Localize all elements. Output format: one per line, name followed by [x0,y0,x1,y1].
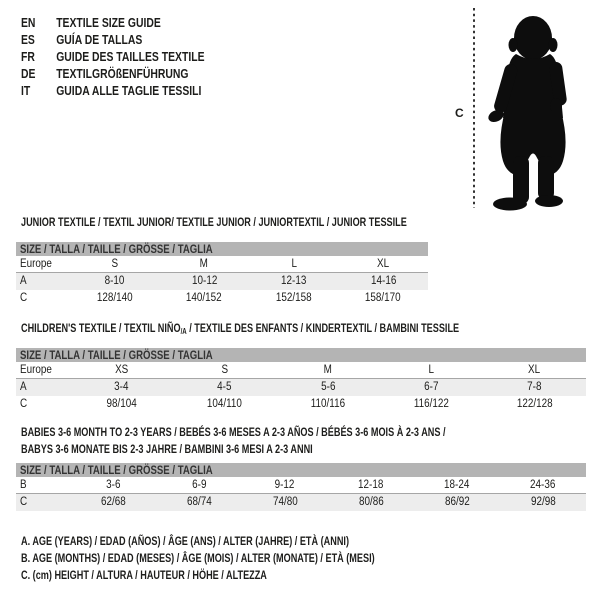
language-label: TEXTILE SIZE GUIDE [56,15,161,30]
table-cell: 3-4 [114,381,129,393]
table-cell: S [111,258,119,270]
table-cell: 24-36 [530,479,556,491]
table-cell: 74/80 [272,496,298,508]
row-label: B [20,479,27,491]
footnote-c: C. (cm) HEIGHT / ALTURA / HAUTEUR / HÖHE / ALTEZZA [21,568,267,582]
table-cell: 110/116 [310,398,346,410]
language-code: IT [21,83,31,98]
table-row [16,256,428,273]
table-title-babies-line1: BABIES 3-6 MONTH TO 2-3 YEARS / BEBÉS 3-6 MESES A 2-3 AÑOS / BÉBÉS 3-6 MOIS À 2-3 ANS / [21,425,446,439]
row-label: Europe [20,258,52,270]
table-cell: 8-10 [104,275,125,287]
table-cell: 18-24 [444,479,470,491]
table-row [16,379,586,396]
babies-size-table [16,463,586,511]
table-title-junior: JUNIOR TEXTILE / TEXTIL JUNIOR/ TEXTILE JUNIOR / JUNIORTEXTIL / JUNIOR TESSILE [21,215,407,229]
table-cell: L [428,364,434,376]
table-cell: M [200,258,209,270]
table-cell: 104/110 [207,398,243,410]
language-label: GUÍA DE TALLAS [56,32,143,47]
table-cell: 12-13 [281,275,307,287]
language-code: EN [21,15,36,30]
footnote-a: A. AGE (YEARS) / EDAD (AÑOS) / ÂGE (ANS) / ALTER (JAHRE) / ETÀ (ANNI) [21,534,349,548]
table-cell: S [221,364,229,376]
language-row [21,82,250,99]
size-header-label: SIZE / TALLA / TAILLE / GRÖSSE / TAGLIA [20,463,213,477]
size-header-bar [16,463,586,477]
table-cell: XL [377,258,390,270]
table-cell: 68/74 [186,496,212,508]
table-row [16,362,586,379]
table-cell: M [323,364,333,376]
table-title-babies-line2: BABYS 3-6 MONATE BIS 2-3 JAHRE / BAMBINI 3-6 MESI A 2-3 ANNI [21,442,313,456]
row-label: A [20,275,27,287]
table-cell: 6-9 [191,479,207,491]
table-cell: 12-18 [358,479,384,491]
table-row [16,477,586,494]
table-cell: 80/86 [358,496,384,508]
table-cell: 98/104 [106,398,137,410]
table-cell: 5-6 [320,381,336,393]
language-row [21,31,250,48]
height-marker-label: C [455,106,464,120]
language-code: DE [21,66,36,81]
language-row [21,65,250,82]
language-row [21,48,250,65]
row-label: A [20,381,27,393]
footnote-b: B. AGE (MONTHS) / EDAD (MESES) / ÂGE (MOIS) / ALTER (MONATE) / ETÀ (MESI) [21,551,375,565]
language-label: TEXTILGRÖßENFÜHRUNG [56,66,189,81]
language-code: FR [21,49,35,64]
table-title-childrens: CHILDREN'S TEXTILE / TEXTIL $NIÑO_{/A}$ / TEXTILE DES ENFANTS / KINDERTEXTIL / BAMBINI TESSILE [21,321,460,336]
size-header-bar [16,242,428,256]
childrens-size-table [16,348,586,413]
table-cell: 6-7 [424,381,439,393]
row-label: Europe [20,364,52,376]
table-cell: 92/98 [530,496,556,508]
table-cell: XS [114,364,129,376]
table-row [16,273,428,290]
table-cell: 4-5 [217,381,232,393]
table-cell: 9-12 [275,479,295,491]
table-cell: 158/170 [365,292,402,304]
table-cell: 116/122 [413,398,449,410]
table-row [16,494,586,511]
table-cell: 152/158 [275,292,312,304]
table-cell: 62/68 [100,496,126,508]
row-label: C [20,398,28,410]
row-label: C [20,292,28,304]
junior-size-table [16,242,428,307]
size-header-label: SIZE / TALLA / TAILLE / GRÖSSE / TAGLIA [20,242,213,256]
table-row [16,290,428,307]
language-label: GUIDA ALLE TAGLIE TESSILI [56,83,202,98]
table-cell: L [290,258,297,270]
language-code: ES [21,32,35,47]
table-cell: 140/152 [186,292,223,304]
table-cell: 7-8 [527,381,542,393]
size-header-bar [16,348,586,362]
table-cell: 3-6 [105,479,121,491]
table-cell: 128/140 [96,292,133,304]
table-cell: XL [528,364,541,376]
table-cell: 86/92 [444,496,470,508]
table-cell: 10-12 [191,275,217,287]
size-header-label: SIZE / TALLA / TAILLE / GRÖSSE / TAGLIA [20,348,213,362]
language-guide-list [21,14,250,99]
table-row [16,396,586,413]
row-label: C [20,496,28,508]
figure [455,4,600,216]
table-cell: 14-16 [370,275,396,287]
table-cell: 122/128 [516,398,553,410]
toddler-silhouette [455,4,600,216]
language-row [21,14,250,31]
language-label: GUIDE DES TAILLES TEXTILE [56,49,205,64]
